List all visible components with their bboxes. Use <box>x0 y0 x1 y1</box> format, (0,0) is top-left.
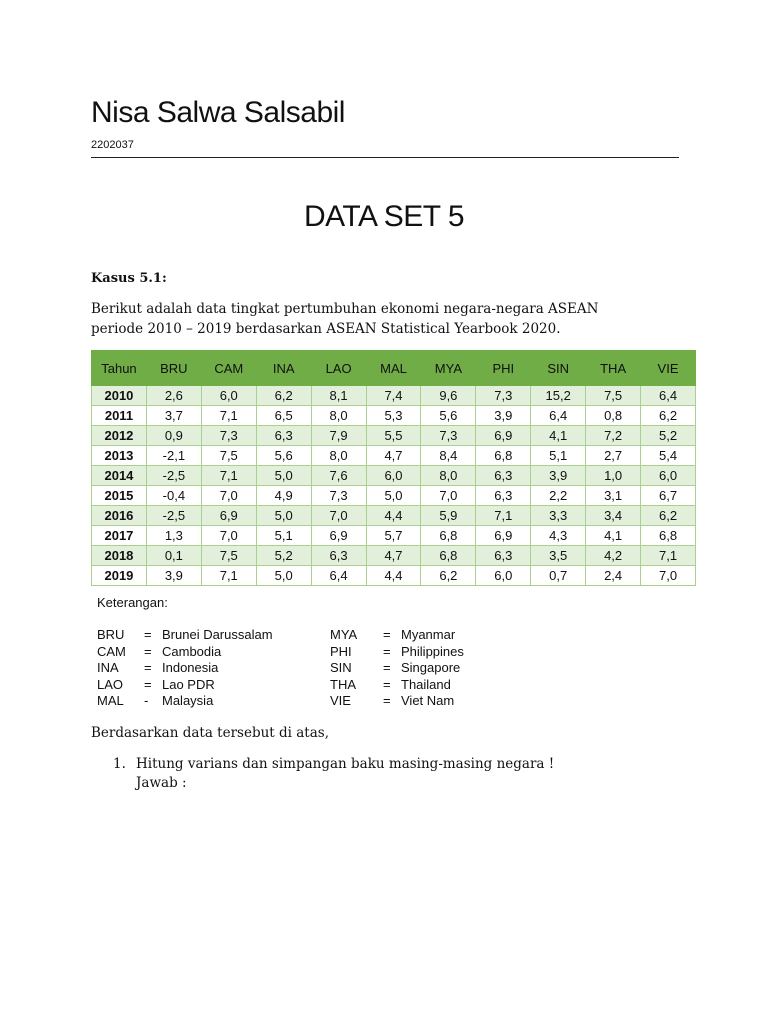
table-header-row <box>92 351 696 386</box>
value-cell: 0,9 <box>146 426 201 446</box>
value-cell: 6,5 <box>256 406 311 426</box>
value-cell: 6,7 <box>641 486 696 506</box>
value-cell: -2,1 <box>146 446 201 466</box>
value-cell: 5,7 <box>366 526 421 546</box>
value-cell: 6,3 <box>476 486 531 506</box>
question-number: 1. <box>113 756 126 772</box>
value-cell: 7,5 <box>201 446 256 466</box>
column-header: Tahun <box>92 351 147 386</box>
legend-separator: = <box>383 627 391 642</box>
year-cell: 2013 <box>92 446 147 466</box>
value-cell: 7,3 <box>311 486 366 506</box>
intro-paragraph <box>91 299 691 339</box>
value-cell: 3,5 <box>531 546 586 566</box>
table-row <box>92 546 696 566</box>
legend-separator: = <box>383 660 391 675</box>
value-cell: 0,7 <box>531 566 586 586</box>
value-cell: 5,6 <box>256 446 311 466</box>
value-cell: 7,5 <box>586 386 641 406</box>
value-cell: 4,4 <box>366 506 421 526</box>
value-cell: 2,7 <box>586 446 641 466</box>
value-cell: 5,0 <box>256 566 311 586</box>
legend-code: VIE <box>330 693 351 708</box>
column-header: LAO <box>311 351 366 386</box>
value-cell: 5,2 <box>641 426 696 446</box>
value-cell: 2,2 <box>531 486 586 506</box>
legend-country-name: Philippines <box>401 643 464 659</box>
value-cell: 3,7 <box>146 406 201 426</box>
legend-separator: = <box>144 676 152 692</box>
value-cell: 5,0 <box>256 506 311 526</box>
value-cell: 6,3 <box>476 546 531 566</box>
year-cell: 2015 <box>92 486 147 506</box>
value-cell: 6,3 <box>476 466 531 486</box>
value-cell: 7,0 <box>311 506 366 526</box>
table-row <box>92 526 696 546</box>
legend-country-name: Myanmar <box>401 627 456 642</box>
value-cell: 7,5 <box>201 546 256 566</box>
legend-country-name: Malaysia <box>162 693 214 708</box>
value-cell: 4,4 <box>366 566 421 586</box>
value-cell: 7,0 <box>201 526 256 546</box>
value-cell: 6,8 <box>421 546 476 566</box>
intro-line: periode 2010 – 2019 berdasarkan ASEAN Statistical Yearbook 2020. <box>91 321 561 337</box>
value-cell: -0,4 <box>146 486 201 506</box>
student-id: 2202037 <box>91 139 134 151</box>
value-cell: 7,1 <box>201 406 256 426</box>
value-cell: 3,9 <box>531 466 586 486</box>
value-cell: 6,8 <box>421 526 476 546</box>
value-cell: 7,4 <box>366 386 421 406</box>
value-cell: -2,5 <box>146 466 201 486</box>
year-cell: 2014 <box>92 466 147 486</box>
table-row <box>92 486 696 506</box>
value-cell: 6,0 <box>476 566 531 586</box>
value-cell: 5,1 <box>256 526 311 546</box>
column-header: INA <box>256 351 311 386</box>
value-cell: 7,2 <box>586 426 641 446</box>
value-cell: 15,2 <box>531 386 586 406</box>
value-cell: 8,1 <box>311 386 366 406</box>
value-cell: 3,4 <box>586 506 641 526</box>
value-cell: 7,9 <box>311 426 366 446</box>
value-cell: 2,4 <box>586 566 641 586</box>
legend-country-name: Singapore <box>401 660 461 675</box>
legend-country-name: Indonesia <box>162 660 219 675</box>
legend-country-name: Thailand <box>401 676 451 692</box>
value-cell: 7,6 <box>311 466 366 486</box>
value-cell: 7,1 <box>201 566 256 586</box>
value-cell: 8,0 <box>311 446 366 466</box>
value-cell: -2,5 <box>146 506 201 526</box>
value-cell: 4,7 <box>366 546 421 566</box>
value-cell: 4,1 <box>586 526 641 546</box>
value-cell: 6,2 <box>641 506 696 526</box>
legend-country-name: Lao PDR <box>162 676 215 692</box>
value-cell: 6,9 <box>476 526 531 546</box>
column-header: THA <box>586 351 641 386</box>
value-cell: 3,3 <box>531 506 586 526</box>
value-cell: 4,3 <box>531 526 586 546</box>
table-row <box>92 466 696 486</box>
value-cell: 6,8 <box>641 526 696 546</box>
value-cell: 3,9 <box>476 406 531 426</box>
value-cell: 6,2 <box>421 566 476 586</box>
value-cell: 6,3 <box>256 426 311 446</box>
value-cell: 5,4 <box>641 446 696 466</box>
value-cell: 6,9 <box>201 506 256 526</box>
column-header: CAM <box>201 351 256 386</box>
value-cell: 7,3 <box>201 426 256 446</box>
year-cell: 2016 <box>92 506 147 526</box>
value-cell: 7,1 <box>201 466 256 486</box>
legend-code: LAO <box>97 676 124 692</box>
author-name: Nisa Salwa Salsabil <box>91 96 345 129</box>
value-cell: 8,0 <box>421 466 476 486</box>
value-cell: 1,0 <box>586 466 641 486</box>
growth-data-table <box>91 350 696 586</box>
table-row <box>92 426 696 446</box>
value-cell: 5,2 <box>256 546 311 566</box>
value-cell: 6,4 <box>311 566 366 586</box>
answer-label: Jawab : <box>136 775 187 791</box>
value-cell: 6,3 <box>311 546 366 566</box>
value-cell: 5,3 <box>366 406 421 426</box>
table-row <box>92 566 696 586</box>
value-cell: 3,1 <box>586 486 641 506</box>
year-cell: 2010 <box>92 386 147 406</box>
value-cell: 6,0 <box>366 466 421 486</box>
value-cell: 0,1 <box>146 546 201 566</box>
legend-separator: = <box>383 676 391 692</box>
value-cell: 6,2 <box>641 406 696 426</box>
value-cell: 6,9 <box>311 526 366 546</box>
legend-separator: = <box>383 693 391 708</box>
table-row <box>92 446 696 466</box>
column-header: VIE <box>641 351 696 386</box>
legend-code: CAM <box>97 643 126 659</box>
table-row <box>92 506 696 526</box>
value-cell: 6,2 <box>256 386 311 406</box>
legend-code: BRU <box>97 627 125 642</box>
table-row <box>92 386 696 406</box>
value-cell: 6,0 <box>201 386 256 406</box>
value-cell: 6,4 <box>641 386 696 406</box>
intro-line: Berikut adalah data tingkat pertumbuhan ekonomi negara-negara ASEAN <box>91 301 599 317</box>
value-cell: 7,0 <box>201 486 256 506</box>
value-cell: 0,8 <box>586 406 641 426</box>
column-header: BRU <box>146 351 201 386</box>
column-header: PHI <box>476 351 531 386</box>
year-cell: 2017 <box>92 526 147 546</box>
value-cell: 7,3 <box>476 386 531 406</box>
legend-code: MYA <box>330 627 358 642</box>
value-cell: 7,1 <box>641 546 696 566</box>
legend-country-name: Viet Nam <box>401 693 455 708</box>
value-cell: 4,9 <box>256 486 311 506</box>
value-cell: 4,2 <box>586 546 641 566</box>
value-cell: 1,3 <box>146 526 201 546</box>
value-cell: 6,4 <box>531 406 586 426</box>
value-cell: 9,6 <box>421 386 476 406</box>
legend-separator: = <box>144 660 152 675</box>
value-cell: 6,8 <box>476 446 531 466</box>
value-cell: 3,9 <box>146 566 201 586</box>
legend-separator: = <box>383 643 391 659</box>
value-cell: 5,9 <box>421 506 476 526</box>
legend-separator: - <box>144 693 149 708</box>
value-cell: 2,6 <box>146 386 201 406</box>
value-cell: 6,0 <box>641 466 696 486</box>
legend-title: Keterangan: <box>97 595 168 610</box>
legend-code: PHI <box>330 643 352 659</box>
year-cell: 2011 <box>92 406 147 426</box>
legend-country-name: Brunei Darussalam <box>162 627 273 642</box>
table-row <box>92 406 696 426</box>
question-text: Hitung varians dan simpangan baku masing-masing negara ! <box>136 756 555 772</box>
legend-code: SIN <box>330 660 352 675</box>
year-cell: 2012 <box>92 426 147 446</box>
case-label: Kasus 5.1: <box>91 271 167 286</box>
year-cell: 2019 <box>92 566 147 586</box>
year-cell: 2018 <box>92 546 147 566</box>
legend-separator: = <box>144 627 152 642</box>
value-cell: 8,4 <box>421 446 476 466</box>
conclusion-text: Berdasarkan data tersebut di atas, <box>91 725 329 741</box>
legend-code: THA <box>330 676 356 692</box>
value-cell: 5,1 <box>531 446 586 466</box>
value-cell: 5,0 <box>366 486 421 506</box>
column-header: SIN <box>531 351 586 386</box>
value-cell: 5,5 <box>366 426 421 446</box>
column-header: MYA <box>421 351 476 386</box>
value-cell: 8,0 <box>311 406 366 426</box>
value-cell: 4,1 <box>531 426 586 446</box>
value-cell: 5,6 <box>421 406 476 426</box>
legend-separator: = <box>144 643 152 659</box>
value-cell: 7,1 <box>476 506 531 526</box>
value-cell: 7,0 <box>641 566 696 586</box>
value-cell: 7,0 <box>421 486 476 506</box>
legend-code: MAL <box>97 693 124 708</box>
header-divider <box>91 157 679 158</box>
value-cell: 6,9 <box>476 426 531 446</box>
document-title: DATA SET 5 <box>303 200 465 233</box>
value-cell: 5,0 <box>256 466 311 486</box>
column-header: MAL <box>366 351 421 386</box>
value-cell: 7,3 <box>421 426 476 446</box>
value-cell: 4,7 <box>366 446 421 466</box>
legend-code: INA <box>97 660 119 675</box>
legend-country-name: Cambodia <box>162 643 222 659</box>
